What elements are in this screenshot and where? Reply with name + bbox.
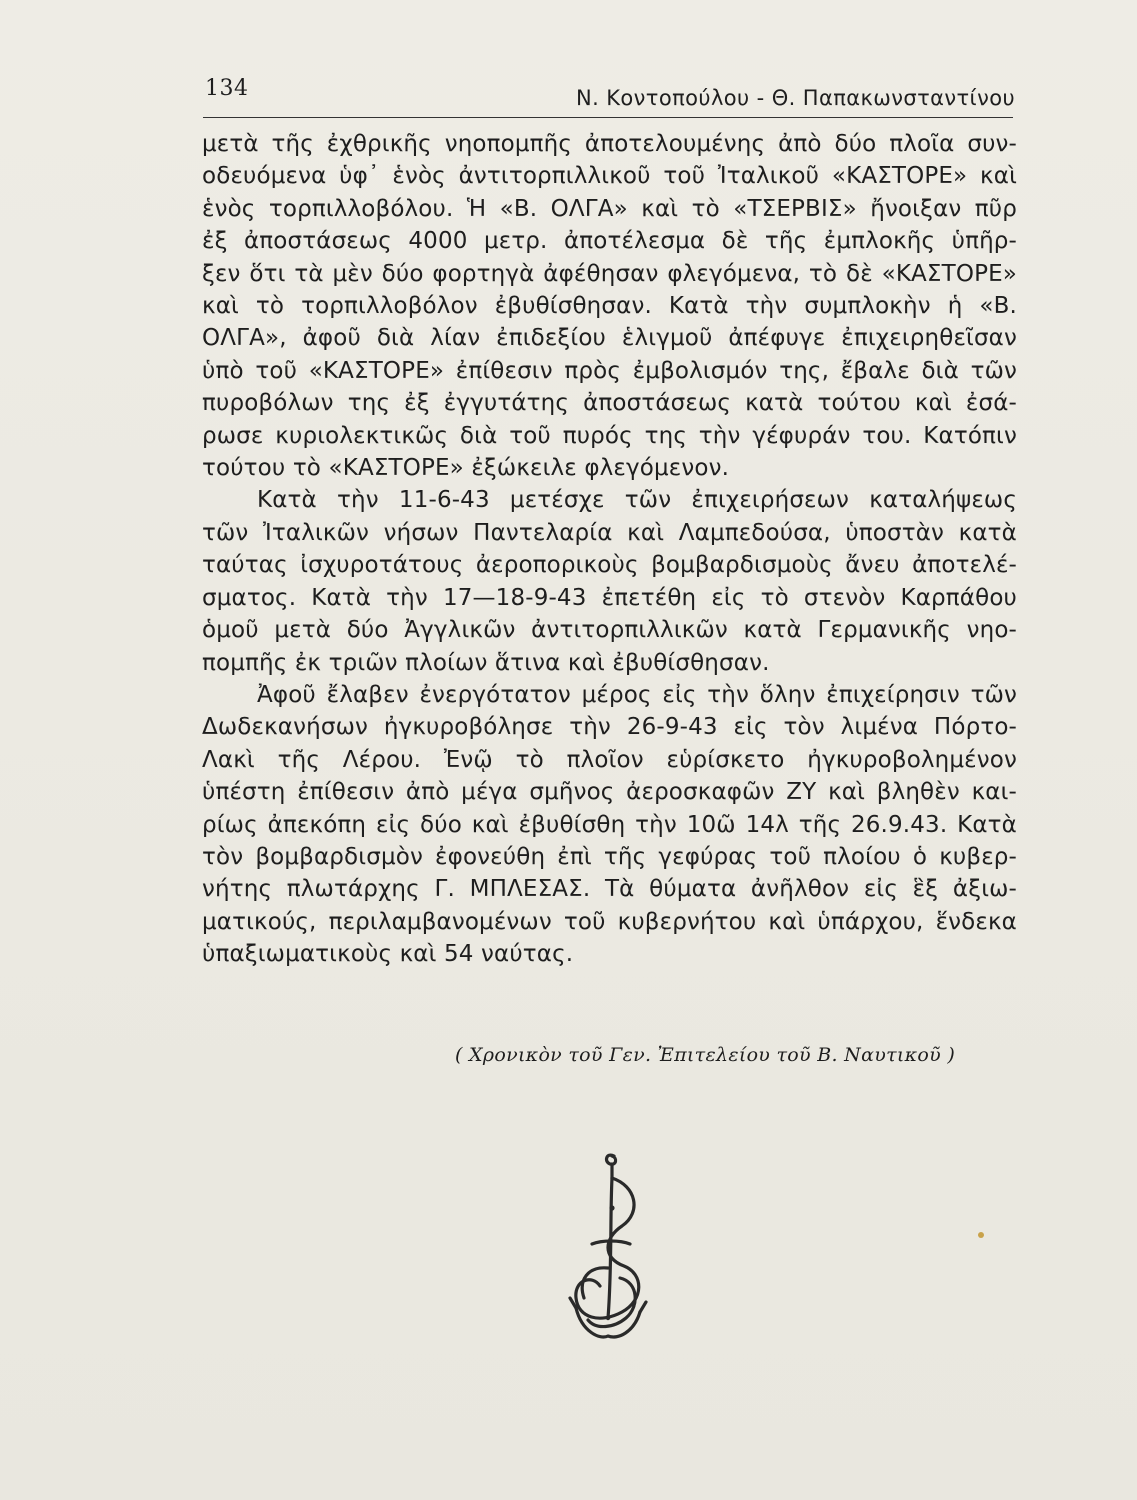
body-text (202, 128, 1017, 971)
text-line: πυροβόλων της ἐξ ἐγγυτάτης ἀποστάσεως κατὰ τούτου καὶ ἐσά- (202, 390, 1017, 417)
paper-speck (978, 1232, 984, 1238)
text-line: τῶν Ἰταλικῶν νήσων Παντελαρία καὶ Λαμπεδούσα, ὑποστὰν κατὰ (202, 519, 1017, 546)
text-line: ρίως ἀπεκόπη εἰς δύο καὶ ἐβυθίσθη τὴν 10ῶ 14λ τῆς 26.9.43. Κατὰ (202, 811, 1017, 838)
paragraph-start-line: Ἀφοῦ ἔλαβεν ἐνεργότατον μέρος εἰς τὴν ὅλην ἐπιχείρησιν τῶν (257, 681, 1017, 708)
text-line: Λακὶ τῆς Λέρου. Ἐνῷ τὸ πλοῖον εὑρίσκετο ἠγκυροβολημένον (202, 746, 1017, 773)
text-line: ὑπαξιωματικοὺς καὶ 54 ναύτας. (202, 941, 574, 968)
text-line: Δωδεκανήσων ἠγκυροβόλησε τὴν 26-9-43 εἰς τὸν λιμένα Πόρτο- (202, 714, 1017, 741)
text-line: τούτου τὸ «ΚΑΣΤΟΡΕ» ἐξώκειλε φλεγόμενον. (202, 455, 730, 482)
text-line: ἐξ ἀποστάσεως 4000 μετρ. ἀποτέλεσμα δὲ τῆς ἐμπλοκῆς ὑπῆρ- (202, 228, 1017, 255)
text-line: ὁμοῦ μετὰ δύο Ἀγγλικῶν ἀντιτορπιλλικῶν κατὰ Γερμανικῆς νηο- (202, 617, 1017, 644)
text-line: σματος. Κατὰ τὴν 17—18-9-43 ἐπετέθη εἰς τὸ στενὸν Καρπάθου (202, 584, 1017, 611)
text-line: μετὰ τῆς ἐχθρικῆς νηοπομπῆς ἀποτελουμένης ἀπὸ δύο πλοῖα συν- (202, 131, 1017, 157)
text-line: καὶ τὸ τορπιλλοβόλον ἐβυθίσθησαν. Κατὰ τὴν συμπλοκὴν ἡ «Β. (202, 293, 1017, 320)
page-header (203, 72, 1015, 120)
text-line: ἑνὸς τορπιλλοβόλου. Ἡ «Β. ΟΛΓΑ» καὶ τὸ «ΤΣΕΡΒΙΣ» ἤνοιξαν πῦρ (202, 195, 1017, 222)
text-line: νήτης πλωτάρχης Γ. ΜΠΛΕΣΑΣ. Τὰ θύματα ἀνῆλθον εἰς ἓξ ἀξιω- (202, 876, 1017, 903)
text-line: ρωσε κυριολεκτικῶς διὰ τοῦ πυρός της τὴν γέφυράν του. Κατόπιν (202, 422, 1017, 449)
text-line: ξεν ὅτι τὰ μὲν δύο φορτηγὰ ἀφέθησαν φλεγόμενα, τὸ δὲ «ΚΑΣΤΟΡΕ» (202, 260, 1017, 287)
paragraph-start-line: Κατὰ τὴν 11-6-43 μετέσχε τῶν ἐπιχειρήσεων καταλήψεως (257, 487, 1017, 514)
source-citation: ( Χρονικὸν τοῦ Γεν. Ἐπιτελείου τοῦ Β. Ναυτικοῦ ) (455, 1044, 956, 1066)
anchor-monogram-svg (548, 1148, 668, 1348)
text-line: ὑπὸ τοῦ «ΚΑΣΤΟΡΕ» ἐπίθεσιν πρὸς ἐμβολισμόν της, ἔβαλε διὰ τῶν (202, 357, 1017, 384)
text-line: ΟΛΓΑ», ἀφοῦ διὰ λίαν ἐπιδεξίου ἑλιγμοῦ ἀπέφυγε ἐπιχειρηθεῖσαν (202, 325, 1017, 352)
text-line: οδευόμενα ὑφ᾿ ἑνὸς ἀντιτορπιλλικοῦ τοῦ Ἰταλικοῦ «ΚΑΣΤΟΡΕ» καὶ (202, 163, 1017, 190)
text-line: ματικούς, περιλαμβανομένων τοῦ κυβερνήτου καὶ ὑπάρχου, ἕνδεκα (202, 908, 1017, 935)
text-line: τὸν βομβαρδισμὸν ἐφονεύθη ἐπὶ τῆς γεφύρας τοῦ πλοίου ὁ κυβερ- (202, 843, 1017, 870)
header-rule (203, 117, 1013, 118)
page-number: 134 (205, 76, 249, 101)
running-head: Ν. Κοντοπούλου - Θ. Παπακωνσταντίνου (576, 86, 1015, 110)
text-line: ταύτας ἰσχυροτάτους ἀεροπορικοὺς βομβαρδισμοὺς ἄνευ ἀποτελέ- (202, 552, 1017, 579)
text-line: πομπῆς ἐκ τριῶν πλοίων ἅτινα καὶ ἐβυθίσθησαν. (202, 649, 770, 676)
anchor-monogram-icon (548, 1148, 668, 1348)
text-line: ὑπέστη ἐπίθεσιν ἀπὸ μέγα σμῆνος ἀεροσκαφῶν ΖΥ καὶ βληθὲν και- (202, 779, 1017, 806)
